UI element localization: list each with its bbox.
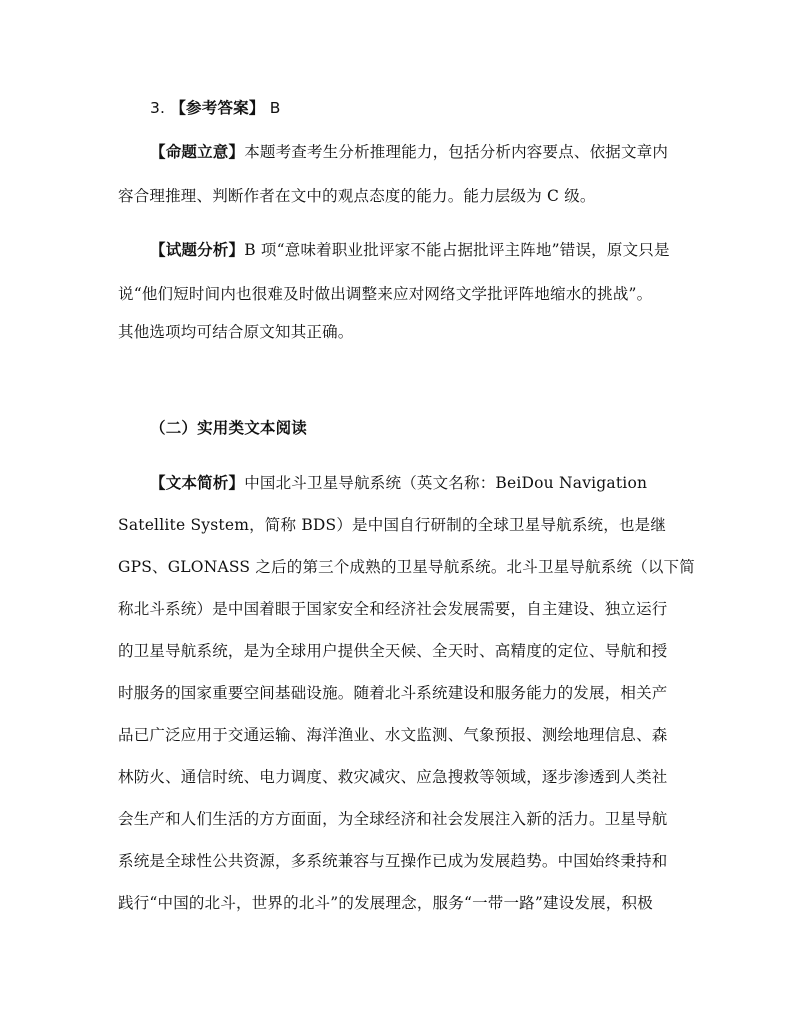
analysis-line-1 bbox=[150, 239, 670, 261]
intent-line-2: 容合理推理、判断作者在文中的观点态度的能力。能力层级为 C 级。 bbox=[118, 187, 596, 205]
summary-line-2: Satellite System，简称 BDS）是中国自行研制的全球卫星导航系统，也是继 bbox=[118, 516, 667, 534]
analysis-line-2: 说“他们短时间内也很难及时做出调整来应对网络文学批评阵地缩水的挑战”。 bbox=[118, 285, 653, 303]
summary-line-9: 会生产和人们生活的方方面面，为全球经济和社会发展注入新的活力。卫星导航 bbox=[118, 810, 668, 828]
intent-label: 【命题立意】 bbox=[150, 142, 245, 161]
intent-line-1 bbox=[150, 141, 668, 163]
answer-line bbox=[150, 97, 281, 119]
summary-line-4: 称北斗系统）是中国着眼于国家安全和经济社会发展需要，自主建设、独立运行 bbox=[118, 600, 668, 618]
answer-value: B bbox=[269, 99, 281, 117]
answer-label: 【参考答案】 bbox=[170, 98, 265, 117]
summary-label: 【文本简析】 bbox=[150, 473, 245, 492]
intent-text-1: 本题考查考生分析推理能力，包括分析内容要点、依据文章内 bbox=[244, 143, 669, 161]
summary-line-7: 品已广泛应用于交通运输、海洋渔业、水文监测、气象预报、测绘地理信息、森 bbox=[118, 726, 668, 744]
analysis-label: 【试题分析】 bbox=[150, 240, 245, 259]
summary-line-8: 林防火、通信时统、电力调度、救灾减灾、应急搜救等领域，逐步渗透到人类社 bbox=[118, 768, 668, 786]
summary-line-11: 践行“中国的北斗，世界的北斗”的发展理念，服务“一带一路”建设发展，积极 bbox=[118, 894, 653, 912]
summary-line-10: 系统是全球性公共资源，多系统兼容与互操作已成为发展趋势。中国始终秉持和 bbox=[118, 852, 668, 870]
summary-line-1 bbox=[150, 472, 647, 494]
section-title: （二）实用类文本阅读 bbox=[150, 418, 308, 437]
summary-line-3: GPS、GLONASS 之后的第三个成熟的卫星导航系统。北斗卫星导航系统（以下简 bbox=[118, 558, 695, 576]
summary-text-1: 中国北斗卫星导航系统（英文名称：BeiDou Navigation bbox=[244, 474, 648, 492]
analysis-line-3: 其他选项均可结合原文知其正确。 bbox=[118, 323, 354, 341]
analysis-text-1: B 项“意味着职业批评家不能占据批评主阵地”错误，原文只是 bbox=[244, 241, 670, 259]
question-number: 3. bbox=[150, 99, 166, 117]
summary-line-5: 的卫星导航系统，是为全球用户提供全天候、全天时、高精度的定位、导航和授 bbox=[118, 642, 668, 660]
summary-line-6: 时服务的国家重要空间基础设施。随着北斗系统建设和服务能力的发展，相关产 bbox=[118, 684, 668, 702]
